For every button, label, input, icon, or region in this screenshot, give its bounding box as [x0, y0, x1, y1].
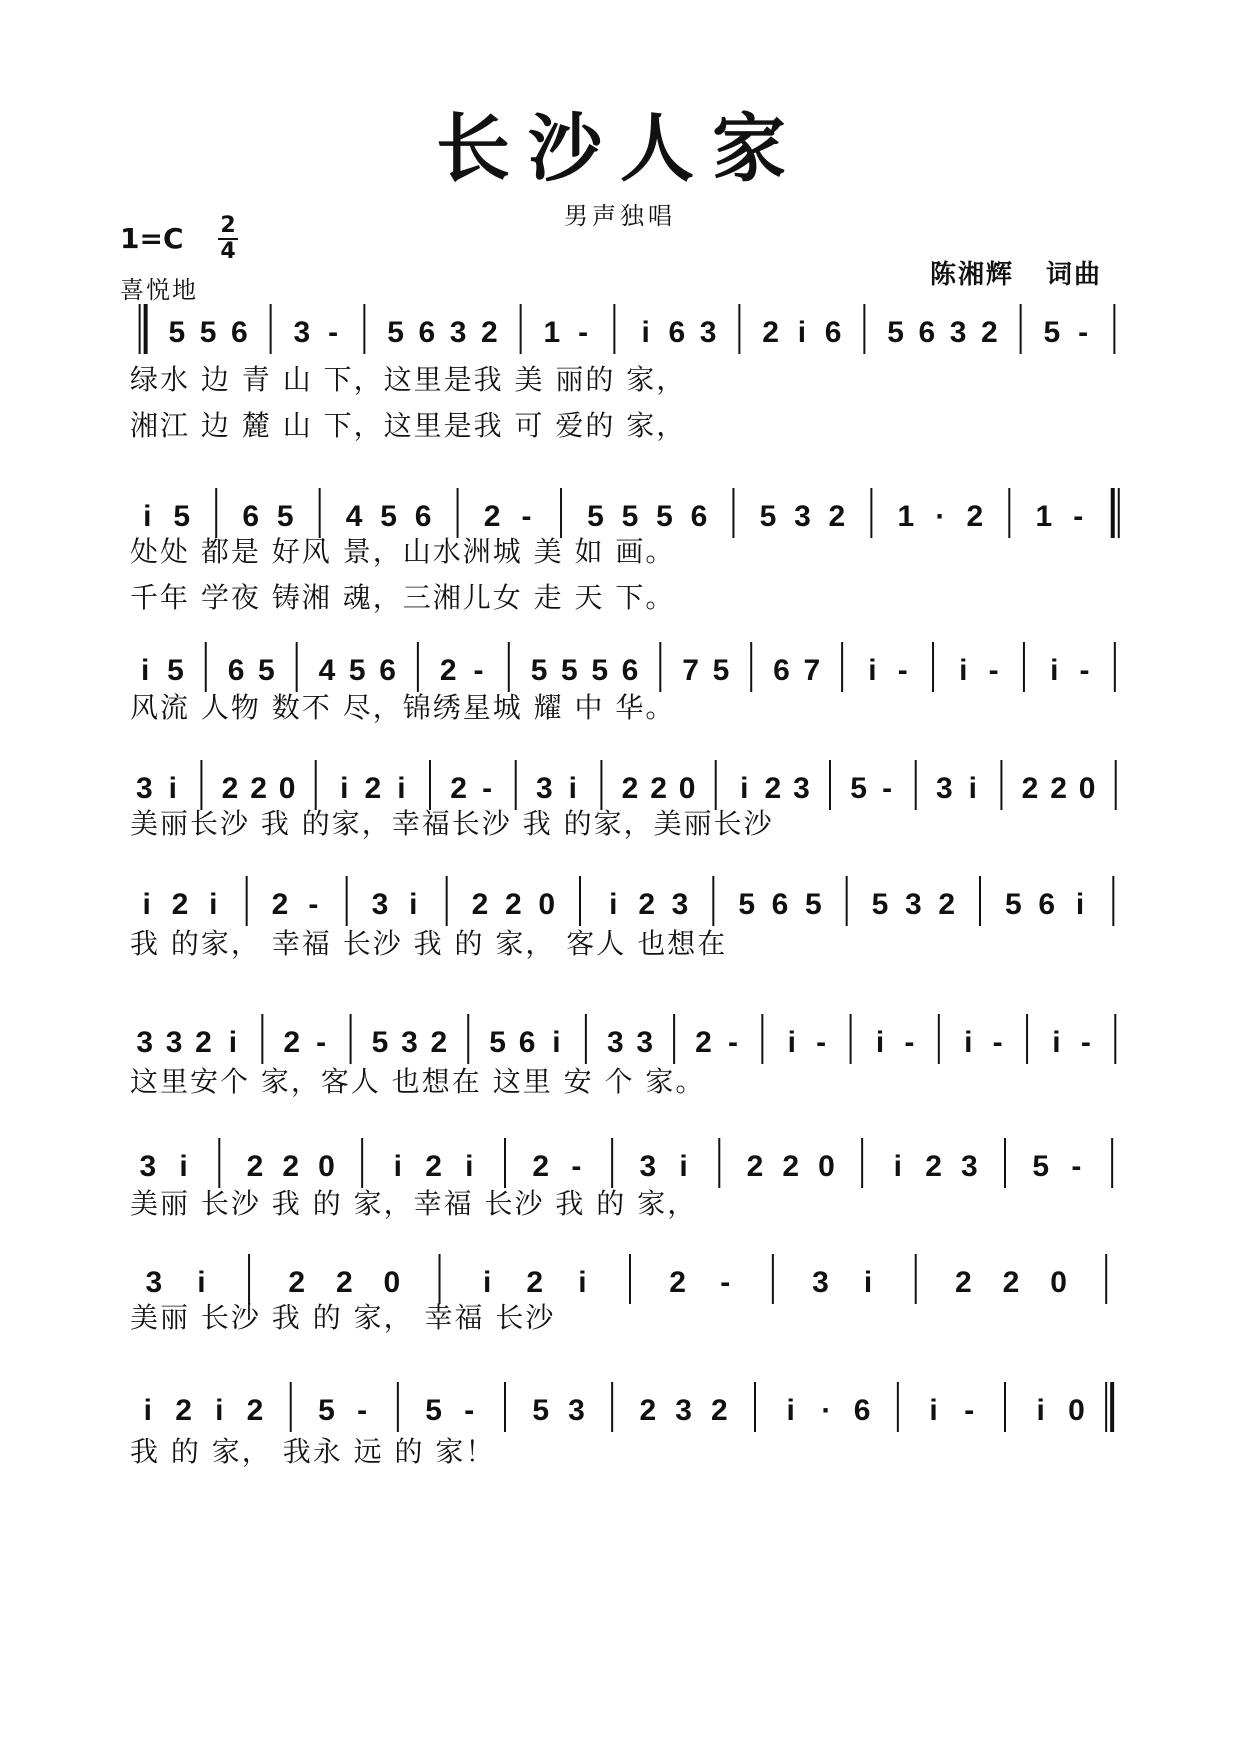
note: 2 [450, 772, 467, 805]
note: - [521, 500, 532, 533]
note: 3 [136, 1026, 154, 1059]
note: i [179, 1150, 188, 1183]
note: 5 [804, 888, 822, 921]
note: 2 [1021, 772, 1039, 805]
note: 5 [587, 500, 604, 533]
note: 3 [449, 316, 467, 349]
note: 2 [483, 500, 501, 533]
note: i [1052, 1026, 1061, 1059]
note: - [727, 1026, 738, 1059]
note: i [740, 772, 749, 805]
note: 5 [276, 500, 294, 533]
note: - [473, 654, 484, 687]
note: 2 [639, 1394, 657, 1427]
note: 2 [925, 1150, 942, 1183]
note: 6 [414, 500, 432, 533]
note: 5 [530, 654, 548, 687]
note: 2 [762, 316, 779, 349]
note: 2 [764, 772, 782, 805]
song-title: 长沙人家 [436, 106, 804, 192]
note: - [904, 1026, 915, 1059]
note: 5 [738, 888, 756, 921]
note: 5 [258, 654, 275, 687]
note: 3 [794, 500, 811, 533]
note: 5 [371, 1026, 389, 1059]
note: - [571, 1150, 582, 1183]
note: - [328, 316, 339, 349]
credit-role: 词曲 [1046, 260, 1103, 290]
note: 2 [221, 772, 239, 805]
note: i [197, 1266, 206, 1299]
note: - [882, 772, 893, 805]
note: 2 [471, 888, 489, 921]
note: 5 [871, 888, 889, 921]
note: 2 [621, 772, 639, 805]
note: 6 [853, 1394, 871, 1427]
note: - [578, 316, 589, 349]
note: 2 [171, 888, 189, 921]
note: i [228, 1026, 238, 1059]
note: 5 [591, 654, 609, 687]
time-signature [216, 214, 240, 264]
note: - [316, 1026, 327, 1059]
lyric-line: 处处 都是 好风 景，山水洲城 美 如 画。 [130, 535, 676, 568]
note: i [143, 1394, 153, 1427]
note: 2 [1050, 772, 1067, 805]
note: 5 [1043, 316, 1061, 349]
note: - [897, 654, 908, 687]
note: 2 [364, 772, 382, 805]
note: 0 [278, 772, 296, 805]
note: 2 [175, 1394, 192, 1427]
note: - [357, 1394, 368, 1427]
note: 3 [671, 888, 689, 921]
note: 3 [535, 772, 553, 805]
note: i [786, 1394, 795, 1427]
note: - [1079, 654, 1090, 687]
note: i [568, 772, 578, 805]
note: 2 [938, 888, 956, 921]
note: 3 [639, 1150, 657, 1183]
note: 6 [227, 654, 245, 687]
note: 2 [1002, 1266, 1020, 1299]
note: i [863, 1266, 873, 1299]
note: 3 [699, 316, 717, 349]
note: 5 [167, 654, 184, 687]
note: 2 [439, 654, 457, 687]
note: 1 [1035, 500, 1053, 533]
note: 2 [246, 1150, 264, 1183]
note: i [552, 1026, 561, 1059]
note: 2 [526, 1266, 544, 1299]
note: i [340, 772, 349, 805]
note: 5 [656, 500, 673, 533]
note: 5 [199, 316, 217, 349]
note: 6 [418, 316, 436, 349]
note: 2 [481, 316, 498, 349]
note: - [992, 1026, 1003, 1059]
note: - [964, 1394, 975, 1427]
note: 2 [425, 1150, 442, 1183]
note: i [679, 1150, 688, 1183]
note: 0 [1050, 1266, 1067, 1299]
note: i [409, 888, 418, 921]
note: 5 [887, 316, 904, 349]
note: 5 [850, 772, 867, 805]
note: 2 [246, 1394, 264, 1427]
note: - [988, 654, 999, 687]
note: i [168, 772, 178, 805]
note: 5 [489, 1026, 506, 1059]
note: 3 [793, 772, 810, 805]
note: 2 [650, 772, 667, 805]
note: i [893, 1150, 903, 1183]
key-signature: 1=C [120, 222, 184, 255]
time-signature-bottom: 4 [220, 239, 236, 264]
note: 2 [283, 1026, 301, 1059]
note: 2 [638, 888, 656, 921]
note: 2 [828, 500, 846, 533]
note: 2 [282, 1150, 300, 1183]
lyric-line: 这里安个 家，客人 也想在 这里 安 个 家。 [130, 1065, 706, 1098]
note: i [964, 1026, 973, 1059]
lyric-line: 美丽 长沙 我 的 家， 幸福 长沙 [130, 1301, 556, 1334]
credit [930, 254, 1134, 291]
note: i [397, 772, 406, 805]
note: 2 [746, 1150, 764, 1183]
note: i [609, 888, 618, 921]
note: i [215, 1394, 224, 1427]
note: 0 [383, 1266, 401, 1299]
note: 1 [897, 500, 915, 533]
note: 5 [532, 1394, 550, 1427]
note: i [143, 500, 152, 533]
note: - [464, 1394, 475, 1427]
note: 2 [782, 1150, 800, 1183]
note: 5 [173, 500, 191, 533]
note: i [142, 888, 151, 921]
note: 2 [532, 1150, 550, 1183]
note: 1 [543, 316, 561, 349]
note: 5 [348, 654, 366, 687]
note: 2 [954, 1266, 972, 1299]
note: 3 [401, 1026, 418, 1059]
lyric-line: 千年 学夜 铸湘 魂，三湘儿女 走 天 下。 [130, 581, 676, 614]
note: 2 [981, 316, 998, 349]
note: 4 [345, 500, 363, 533]
note: - [720, 1266, 731, 1299]
note: i [641, 316, 650, 349]
note: i [209, 888, 218, 921]
note: 6 [690, 500, 708, 533]
note: 6 [668, 316, 686, 349]
note: 6 [918, 316, 936, 349]
note: i [578, 1266, 587, 1299]
note: 7 [803, 654, 821, 687]
note: 3 [371, 888, 389, 921]
time-signature-top: 2 [220, 213, 236, 238]
note: 2 [195, 1026, 212, 1059]
note: - [1080, 1026, 1091, 1059]
lyric-line: 湘江 边 麓 山 下，这里是我 可 爱的 家， [130, 409, 687, 442]
note: 2 [710, 1394, 728, 1427]
note: 3 [145, 1266, 163, 1299]
note: 3 [165, 1026, 183, 1059]
note: 2 [250, 772, 267, 805]
note: 5 [759, 500, 777, 533]
note: 2 [335, 1266, 353, 1299]
note: i [968, 772, 978, 805]
note: i [868, 654, 877, 687]
note: 5 [621, 500, 639, 533]
note: 5 [425, 1394, 442, 1427]
lyric-line: 美丽长沙 我 的家，幸福长沙 我 的家，美丽长沙 [130, 807, 774, 840]
note: 2 [271, 888, 289, 921]
note: i [1075, 888, 1085, 921]
note: i [797, 316, 807, 349]
note: i [959, 654, 968, 687]
note: - [1073, 500, 1084, 533]
note: 2 [288, 1266, 306, 1299]
note: 5 [318, 1394, 335, 1427]
note: 2 [966, 500, 984, 533]
note: 5 [712, 654, 730, 687]
note: i [929, 1394, 938, 1427]
note: i [1036, 1394, 1045, 1427]
note: 7 [682, 654, 699, 687]
note: 2 [695, 1026, 712, 1059]
note: 0 [538, 888, 556, 921]
note: - [816, 1026, 827, 1059]
note: 5 [168, 316, 186, 349]
note: 2 [504, 888, 522, 921]
note: · [821, 1394, 832, 1427]
note: 0 [318, 1150, 335, 1183]
note: 3 [135, 772, 153, 805]
note: i [787, 1026, 796, 1059]
note: 5 [561, 654, 578, 687]
note: 6 [518, 1026, 536, 1059]
note: 3 [960, 1150, 978, 1183]
note: i [875, 1026, 885, 1059]
note: i [465, 1150, 474, 1183]
tempo-marking: 喜悦地 [120, 276, 198, 304]
note: 6 [621, 654, 639, 687]
note: 6 [242, 500, 260, 533]
note: 3 [568, 1394, 585, 1427]
note: 5 [1032, 1150, 1050, 1183]
lyric-line: 我 的 家， 我永 远 的 家！ [130, 1435, 496, 1468]
note: i [393, 1150, 403, 1183]
lyric-line: 风流 人物 数不 尽，锦绣星城 耀 中 华。 [130, 691, 676, 724]
note: 3 [606, 1026, 624, 1059]
note: 5 [380, 500, 397, 533]
note: - [1078, 316, 1089, 349]
note: 6 [771, 888, 789, 921]
note: 3 [139, 1150, 157, 1183]
note: 6 [231, 316, 248, 349]
note: 6 [773, 654, 790, 687]
note: - [308, 888, 319, 921]
performance-type: 男声独唱 [564, 202, 676, 230]
note: 0 [678, 772, 696, 805]
note: 3 [812, 1266, 829, 1299]
note: 0 [1068, 1394, 1085, 1427]
composer-name: 陈湘辉 [930, 260, 1015, 290]
lyric-line: 绿水 边 青 山 下，这里是我 美 丽的 家， [130, 363, 687, 396]
note: 3 [293, 316, 311, 349]
note: 3 [675, 1394, 692, 1427]
note: i [482, 1266, 492, 1299]
note: 5 [387, 316, 404, 349]
note: 3 [949, 316, 967, 349]
note: 2 [430, 1026, 448, 1059]
note: 6 [824, 316, 842, 349]
note: 3 [935, 772, 953, 805]
note: 0 [1078, 772, 1096, 805]
note: 6 [379, 654, 396, 687]
note: 2 [669, 1266, 686, 1299]
note: 5 [1004, 888, 1022, 921]
note: 3 [904, 888, 922, 921]
note: - [1071, 1150, 1082, 1183]
note: · [935, 500, 946, 533]
note: - [482, 772, 493, 805]
note: i [140, 654, 150, 687]
note: 6 [1038, 888, 1056, 921]
note: 4 [318, 654, 336, 687]
note: i [1050, 654, 1059, 687]
lyric-line: 我 的家， 幸福 长沙 我 的 家， 客人 也想在 [130, 927, 728, 960]
note: 3 [636, 1026, 654, 1059]
note: 0 [818, 1150, 835, 1183]
lyric-line: 美丽 长沙 我 的 家，幸福 长沙 我 的 家， [130, 1187, 698, 1220]
